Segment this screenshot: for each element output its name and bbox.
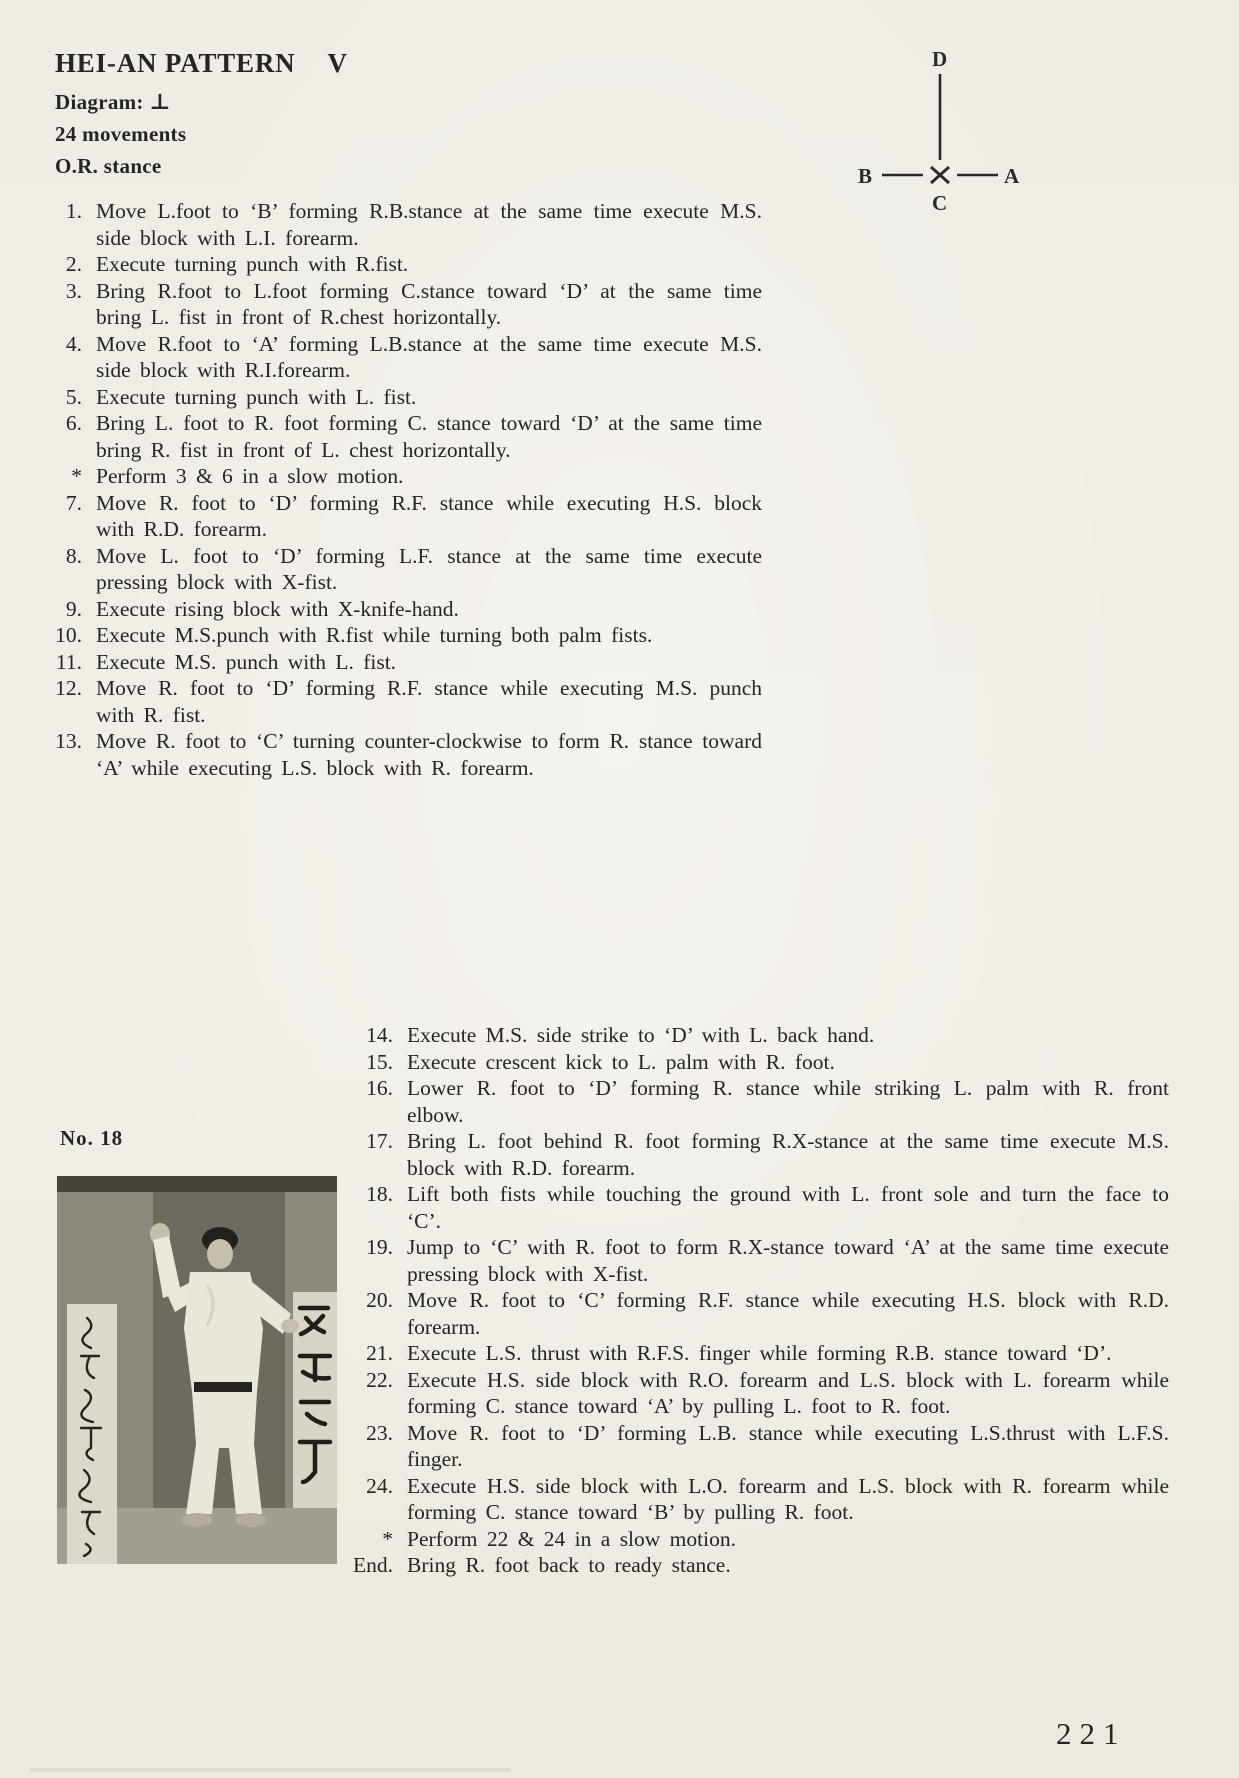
instruction-text: Lift both fists while touching the ground with L. front sole and turn the face to ‘C’. — [407, 1182, 1169, 1233]
instruction-text: Perform 22 & 24 in a slow motion. — [407, 1526, 736, 1551]
instruction-text: Execute turning punch with R.fist. — [96, 252, 409, 276]
instruction-number: 22. — [366, 1367, 393, 1392]
instruction-item — [50, 410, 762, 463]
instruction-number: 7. — [65, 490, 82, 515]
instruction-number: 9. — [65, 596, 82, 621]
instruction-item — [50, 463, 762, 490]
instruction-text: Move R.foot to ‘A’ forming L.B.stance at the same time execute M.S. side block with R.I.forearm. — [96, 331, 762, 382]
instruction-number: 20. — [366, 1288, 393, 1312]
instruction-item — [50, 728, 762, 781]
instruction-number: 3. — [65, 278, 82, 303]
instruction-text: Lower R. foot to ‘D’ forming R. stance while striking L. palm with R. front elbow. — [407, 1076, 1169, 1127]
movements-count: 24 movements — [55, 122, 187, 146]
instruction-item — [50, 675, 762, 728]
instruction-number: 10. — [55, 623, 82, 647]
instruction-number: 4. — [65, 331, 82, 356]
instruction-item — [345, 1128, 1169, 1181]
instruction-text: Execute L.S. thrust with R.F.S. finger while forming R.B. stance toward ‘D’. — [407, 1341, 1112, 1365]
instruction-item — [345, 1234, 1169, 1287]
instruction-text: Execute M.S.punch with R.fist while turning both palm fists. — [96, 623, 653, 647]
instruction-number: 23. — [366, 1420, 393, 1445]
calligraphy-scroll-right — [293, 1292, 337, 1508]
scan-edge-artifact — [30, 1768, 510, 1772]
instruction-number: 11. — [55, 649, 82, 674]
instruction-text: Move R. foot to ‘D’ forming R.F. stance while executing H.S. block with R.D. forearm. — [96, 490, 762, 541]
calligraphy-scroll-left — [67, 1304, 117, 1564]
instruction-item — [345, 1473, 1169, 1526]
instruction-item — [50, 384, 762, 411]
instruction-item — [50, 596, 762, 623]
instruction-number: 18. — [366, 1182, 393, 1206]
instruction-item — [50, 278, 762, 331]
diagram-label-b: B — [858, 164, 873, 188]
pattern-title-text: HEI-AN PATTERN — [55, 48, 296, 78]
instruction-item — [50, 649, 762, 676]
page-header — [55, 48, 348, 186]
instruction-number: 19. — [366, 1235, 393, 1259]
instruction-number: 21. — [366, 1341, 393, 1365]
instructions-1-13 — [50, 198, 762, 781]
instruction-text: Execute H.S. side block with L.O. forearm and L.S. block with R. forearm while forming C. stance toward ‘B’ by pulling R. foot. — [407, 1473, 1169, 1524]
diagram-label-a: A — [1004, 164, 1020, 188]
diagram-label: Diagram: — [55, 90, 144, 114]
instruction-item — [345, 1022, 1169, 1049]
photo-no-18 — [57, 1176, 337, 1564]
instruction-item — [345, 1340, 1169, 1367]
instruction-item — [345, 1075, 1169, 1128]
instructions-14-24 — [345, 1022, 1169, 1579]
instruction-item — [345, 1287, 1169, 1340]
instruction-item — [50, 198, 762, 251]
pattern-number: V — [327, 48, 348, 78]
instruction-item — [50, 543, 762, 596]
direction-diagram — [848, 42, 1028, 217]
instruction-text: Move R. foot to ‘C’ forming R.F. stance while executing H.S. block with R.D. forearm. — [407, 1288, 1169, 1339]
instruction-text: Execute M.S. side strike to ‘D’ with L. back hand. — [407, 1023, 875, 1047]
instruction-item — [50, 331, 762, 384]
instruction-item — [345, 1049, 1169, 1076]
instruction-item — [345, 1526, 1169, 1553]
diagram-label-d: D — [932, 47, 948, 71]
instruction-number: 16. — [366, 1076, 393, 1100]
instruction-item — [345, 1181, 1169, 1234]
photo-caption: No. 18 — [60, 1126, 124, 1150]
instruction-text: Move L. foot to ‘D’ forming L.F. stance at the same time execute pressing block with X-fist. — [96, 543, 762, 594]
instruction-number: End. — [352, 1553, 393, 1577]
instruction-text: Jump to ‘C’ with R. foot to form R.X-stance toward ‘A’ at the same time execute pressing block with X-fist. — [407, 1235, 1169, 1286]
ready-stance: O.R. stance — [55, 154, 162, 178]
instruction-number: 15. — [366, 1049, 393, 1074]
diagram-label-c: C — [932, 191, 948, 215]
instruction-text: Move R. foot to ‘C’ turning counter-clockwise to form R. stance toward ‘A’ while executing L.S. block with R. forearm. — [96, 729, 762, 780]
instruction-number: 12. — [55, 676, 82, 700]
instruction-number: 14. — [366, 1023, 393, 1047]
instruction-item — [50, 622, 762, 649]
instruction-text: Bring L. foot behind R. foot forming R.X-stance at the same time execute M.S. block with R.D. forearm. — [407, 1129, 1169, 1180]
instruction-text: Move R. foot to ‘D’ forming R.F. stance while executing M.S. punch with R. fist. — [96, 676, 762, 727]
instruction-number: 8. — [65, 543, 82, 568]
instruction-item — [345, 1552, 1169, 1579]
instruction-item — [345, 1367, 1169, 1420]
instruction-text: Execute crescent kick to L. palm with R. foot. — [407, 1049, 835, 1074]
instruction-text: Move L.foot to ‘B’ forming R.B.stance at the same time execute M.S. side block with L.I. forearm. — [96, 199, 762, 250]
instruction-text: Execute turning punch with L. fist. — [96, 384, 417, 409]
instruction-number: 2. — [65, 252, 82, 276]
instruction-item — [345, 1420, 1169, 1473]
instruction-number: * — [382, 1526, 393, 1551]
diagram-label-line — [55, 89, 348, 115]
instruction-number: 5. — [65, 384, 82, 409]
instruction-number: 13. — [55, 729, 82, 753]
instruction-text: Bring R.foot to L.foot forming C.stance toward ‘D’ at the same time bring L. fist in front of R.chest horizontally. — [96, 278, 762, 329]
page-number: 221 — [1056, 1716, 1127, 1751]
instruction-item — [50, 251, 762, 278]
instruction-text: Execute M.S. punch with L. fist. — [96, 649, 397, 674]
instruction-item — [50, 490, 762, 543]
instruction-number: 24. — [366, 1473, 393, 1498]
instruction-text: Bring L. foot to R. foot forming C. stance toward ‘D’ at the same time bring R. fist in front of L. chest horizontally. — [96, 411, 762, 462]
pattern-title — [55, 48, 348, 79]
instruction-number: 1. — [65, 199, 82, 223]
instruction-text: Execute rising block with X-knife-hand. — [96, 596, 459, 621]
instruction-text: Perform 3 & 6 in a slow motion. — [96, 464, 404, 488]
instruction-text: Bring R. foot back to ready stance. — [407, 1553, 731, 1577]
instruction-number: * — [71, 464, 82, 488]
instruction-text: Execute H.S. side block with R.O. forearm and L.S. block with L. forearm while forming C. stance toward ‘A’ by pulling L. foot to R. foot. — [407, 1367, 1169, 1418]
diagram-center-x-icon — [931, 167, 949, 183]
instruction-text: Move R. foot to ‘D’ forming L.B. stance while executing L.S.thrust with L.F.S. finger. — [407, 1420, 1169, 1471]
instruction-number: 17. — [366, 1129, 393, 1153]
instruction-number: 6. — [65, 411, 82, 435]
diagram-symbol: ⊥ — [149, 89, 171, 114]
